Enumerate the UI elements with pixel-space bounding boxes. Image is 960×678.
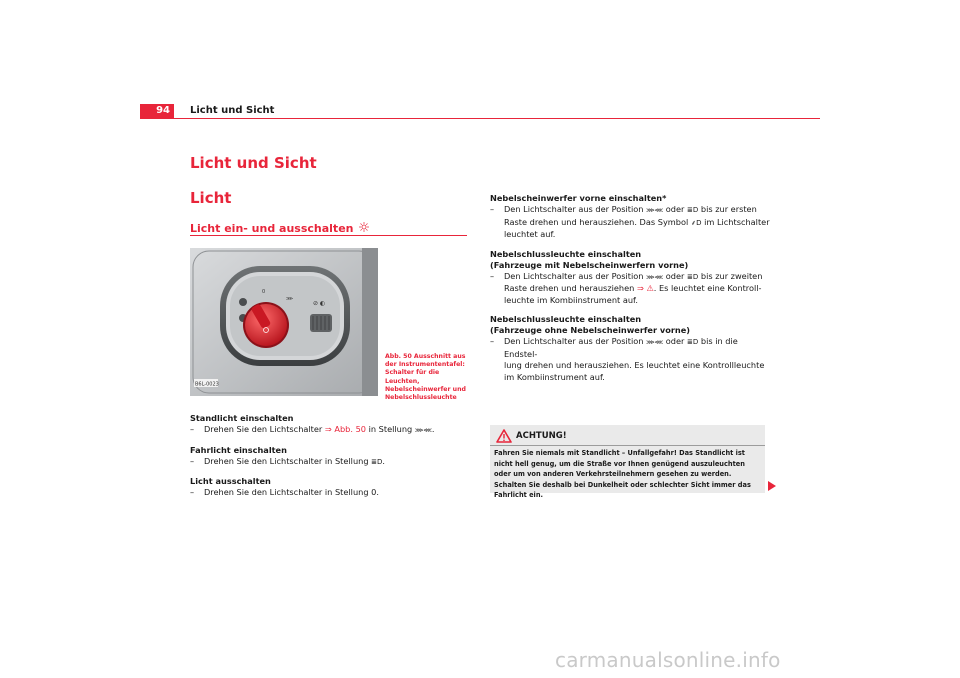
step-text: Den Lichtschalter aus der Position: [504, 270, 647, 281]
step-text: Drehen Sie den Lichtschalter in Stellung 0.: [204, 487, 379, 497]
svg-text:⋙: ⋙: [286, 296, 294, 302]
continue-arrow-icon: [768, 481, 776, 491]
parking-light-symbol: ⋙⋘: [414, 427, 432, 434]
step-text: Den Lichtschalter aus der Position: [504, 336, 647, 346]
step-text: oder: [663, 270, 687, 281]
warning-triangle-icon: [496, 429, 512, 443]
dash: –: [490, 204, 495, 214]
chapter-title: Licht und Sicht: [190, 154, 317, 172]
step-text: lung drehen und herausziehen. Es leuchtet eine Kontrollleuchte: [504, 360, 765, 370]
step-text: im Lichtschalter: [701, 216, 770, 227]
dash: –: [490, 270, 495, 281]
dash: –: [190, 487, 195, 497]
subsection-rule: [190, 235, 467, 236]
section-title: Licht: [190, 189, 232, 207]
heading-rear-fog-without-front: Nebelschlussleuchte einschalten (Fahrzeuge ohne Nebelscheinwerfer vorne): [490, 314, 690, 335]
step-text: .: [431, 424, 435, 434]
parking-light-symbol: ⋙⋘: [646, 339, 664, 346]
low-beam-symbol: ≣D: [687, 206, 699, 214]
dash: –: [490, 336, 495, 346]
heading-low-beam: Fahrlicht einschalten: [190, 444, 287, 455]
svg-text:⊘ ◐: ⊘ ◐: [313, 300, 326, 307]
step-lights-off: [190, 487, 470, 499]
step-text: leuchte im Kombiinstrument auf.: [504, 294, 638, 305]
step-text: Drehen Sie den Lichtschalter in Stellung: [204, 455, 372, 466]
running-title: Licht und Sicht: [190, 105, 275, 116]
heading-lights-off: Licht ausschalten: [190, 476, 271, 486]
step-text: Raste drehen und herausziehen. Das Symbol: [504, 216, 691, 227]
sun-icon: [359, 222, 369, 232]
footer-watermark: carmanualsonline.info: [555, 648, 781, 672]
step-text: . Es leuchtet eine Kontroll-: [653, 283, 762, 293]
xref-arrow: ⇒: [636, 283, 644, 293]
warning-title: ACHTUNG!: [516, 431, 567, 441]
warning-divider: [490, 445, 765, 446]
parking-light-symbol: ⋙⋘: [646, 273, 664, 281]
step-text: bis zur ersten: [698, 204, 757, 214]
step-text: oder: [663, 204, 687, 214]
step-low-beam: [190, 456, 470, 469]
figure-light-switch-panel: [190, 248, 378, 396]
xref-arrow: ⇒: [324, 424, 332, 434]
step-text: im Kombiinstrument auf.: [504, 371, 605, 382]
figure-caption: Abb. 50 Ausschnitt aus der Instrumententafel: Schalter für die Leuchten, Nebelscheinwerfer und Nebelschlussleuchte: [385, 353, 466, 402]
fog-light-symbol: ⸙D: [690, 218, 702, 227]
right-column: [490, 193, 770, 383]
warning-box: [490, 425, 765, 499]
step-front-fog: [490, 204, 770, 241]
step-text: bis in die Endstel-: [504, 336, 738, 359]
svg-text:0: 0: [262, 289, 266, 295]
step-text: .: [382, 455, 385, 466]
step-text: Drehen Sie den Lichtschalter: [204, 424, 325, 434]
figure-reference-link[interactable]: Abb. 50: [334, 424, 366, 434]
subsection-title-text: Licht ein- und ausschalten: [190, 222, 354, 235]
parking-light-symbol: ⋙⋘: [646, 207, 664, 214]
heading-parking-light: Standlicht einschalten: [190, 413, 294, 423]
low-beam-symbol: ≣D: [687, 338, 699, 346]
step-text: Raste drehen und herausziehen: [504, 283, 637, 293]
low-beam-symbol: ≣D: [687, 272, 699, 281]
heading-rear-fog-with-front: Nebelschlussleuchte einschalten (Fahrzeuge mit Nebelscheinwerfern vorne): [490, 248, 689, 270]
warning-text: Fahren Sie niemals mit Standlicht – Unfallgefahr! Das Standlicht ist nicht hell genug, um die Straße vor Ihnen genügend auszuleuchten oder um von anderen Verkehrsteilnehmern gesehen zu werden. Schalten Sie deshalb bei Dunkelheit oder schlechter Sicht immer das Fahrlicht ein.: [494, 449, 751, 499]
header-rule: [140, 118, 820, 119]
dash: –: [190, 455, 195, 466]
step-parking-light: [190, 424, 470, 437]
step-text: leuchtet auf.: [504, 229, 556, 239]
subsection-title: [190, 222, 369, 235]
step-rear-fog-without-front: [490, 336, 770, 383]
step-rear-fog-with-front: [490, 271, 770, 307]
light-switch-illustration: [190, 248, 378, 396]
step-text: Den Lichtschalter aus der Position: [504, 204, 647, 214]
heading-front-fog: Nebelscheinwerfer vorne einschalten*: [490, 193, 667, 203]
left-column: [190, 413, 470, 499]
step-text: bis zur zweiten: [698, 270, 763, 281]
step-text: in Stellung: [366, 424, 415, 434]
dash: –: [190, 424, 195, 434]
step-text: oder: [663, 336, 687, 346]
page-number: 94: [140, 104, 174, 118]
figure-code: B6L-0023: [195, 381, 219, 388]
low-beam-symbol: ≣D: [371, 457, 383, 466]
warning-reference-icon[interactable]: ⚠: [646, 283, 654, 293]
